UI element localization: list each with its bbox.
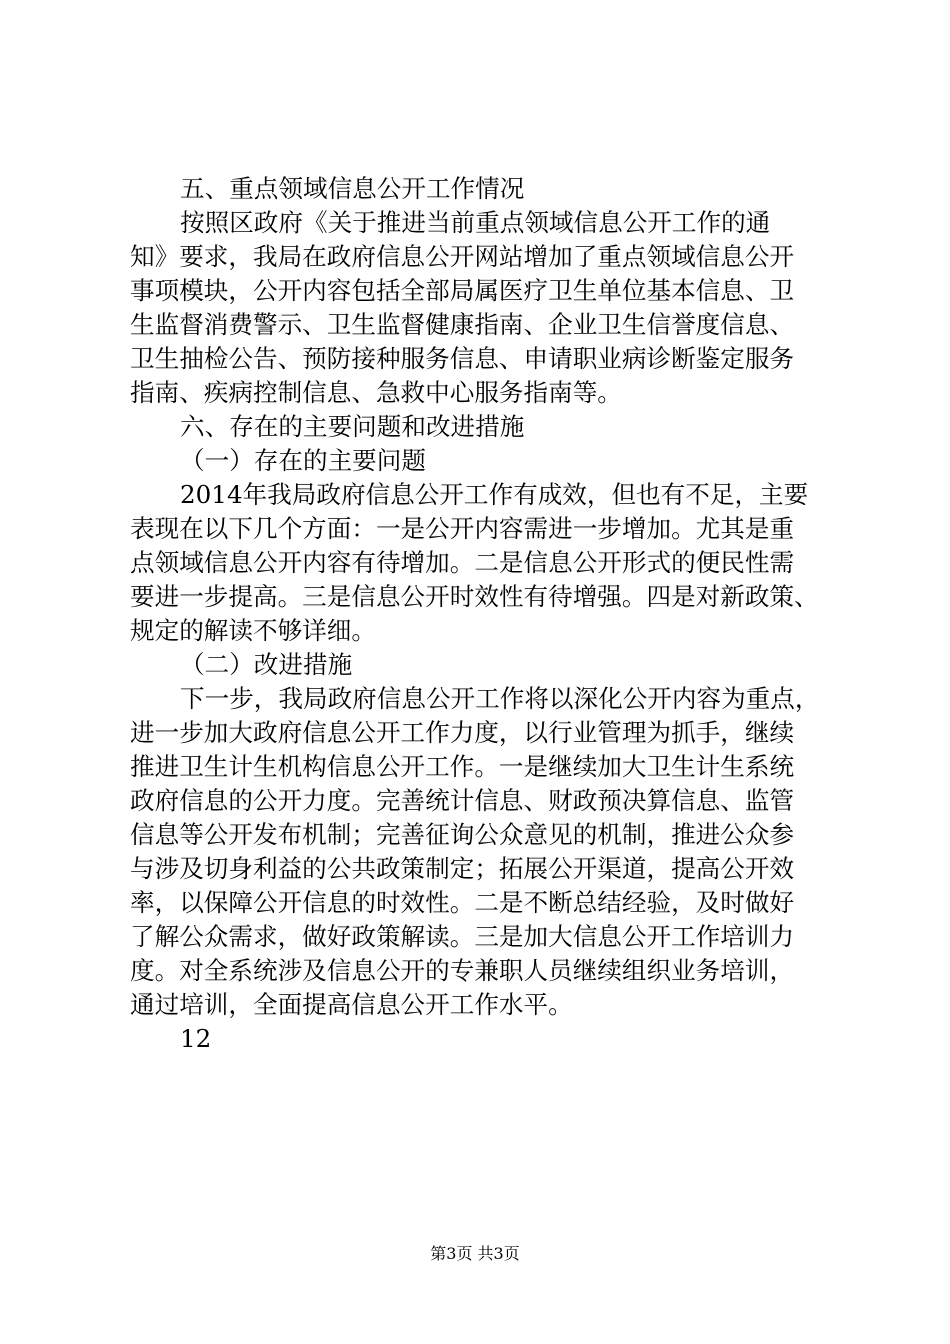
paragraph-line: 按照区政府《关于推进当前重点领域信息公开工作的通	[180, 208, 771, 237]
paragraph-line: 点领域信息公开内容有待增加。二是信息公开形式的便民性需	[130, 548, 795, 577]
subheading-problems: （一）存在的主要问题	[180, 446, 426, 475]
paragraph-line: 通过培训，全面提高信息公开工作水平。	[130, 990, 573, 1019]
paragraph-line: 推进卫生计生机构信息公开工作。一是继续加大卫生计生系统	[130, 752, 795, 781]
paragraph-line: 率，以保障公开信息的时效性。二是不断总结经验，及时做好	[130, 888, 795, 917]
paragraph-line: 知》要求，我局在政府信息公开网站增加了重点领域信息公开	[130, 242, 795, 271]
page-footer: 第3页 共3页	[430, 1244, 520, 1263]
paragraph-line: 2014年我局政府信息公开工作有成效，但也有不足，主要	[180, 480, 809, 509]
subheading-measures: （二）改进措施	[180, 650, 353, 679]
paragraph-line: 下一步，我局政府信息公开工作将以深化公开内容为重点，	[180, 684, 820, 713]
paragraph-line: 要进一步提高。三是信息公开时效性有待增强。四是对新政策、	[130, 582, 819, 611]
paragraph-line: 事项模块，公开内容包括全部局属医疗卫生单位基本信息、卫	[130, 276, 795, 305]
paragraph-line: 指南、疾病控制信息、急救中心服务指南等。	[130, 378, 622, 407]
paragraph-line: 表现在以下几个方面：一是公开内容需进一步增加。尤其是重	[130, 514, 795, 543]
paragraph-line: 卫生抽检公告、预防接种服务信息、申请职业病诊断鉴定服务	[130, 344, 795, 373]
section-heading-5: 五、重点领域信息公开工作情况	[180, 174, 525, 203]
paragraph-line: 规定的解读不够详细。	[130, 616, 376, 645]
paragraph-line: 与涉及切身利益的公共政策制定；拓展公开渠道，提高公开效	[130, 854, 795, 883]
paragraph-line: 度。对全系统涉及信息公开的专兼职人员继续组织业务培训，	[130, 956, 795, 985]
paragraph-line: 政府信息的公开力度。完善统计信息、财政预决算信息、监管	[130, 786, 795, 815]
paragraph-line: 了解公众需求，做好政策解读。三是加大信息公开工作培训力	[130, 922, 795, 951]
paragraph-line: 进一步加大政府信息公开工作力度，以行业管理为抓手，继续	[130, 718, 795, 747]
paragraph-line: 生监督消费警示、卫生监督健康指南、企业卫生信誉度信息、	[130, 310, 795, 339]
section-heading-6: 六、存在的主要问题和改进措施	[180, 412, 525, 441]
trailing-number: 12	[180, 1024, 212, 1053]
paragraph-line: 信息等公开发布机制；完善征询公众意见的机制，推进公众参	[130, 820, 795, 849]
